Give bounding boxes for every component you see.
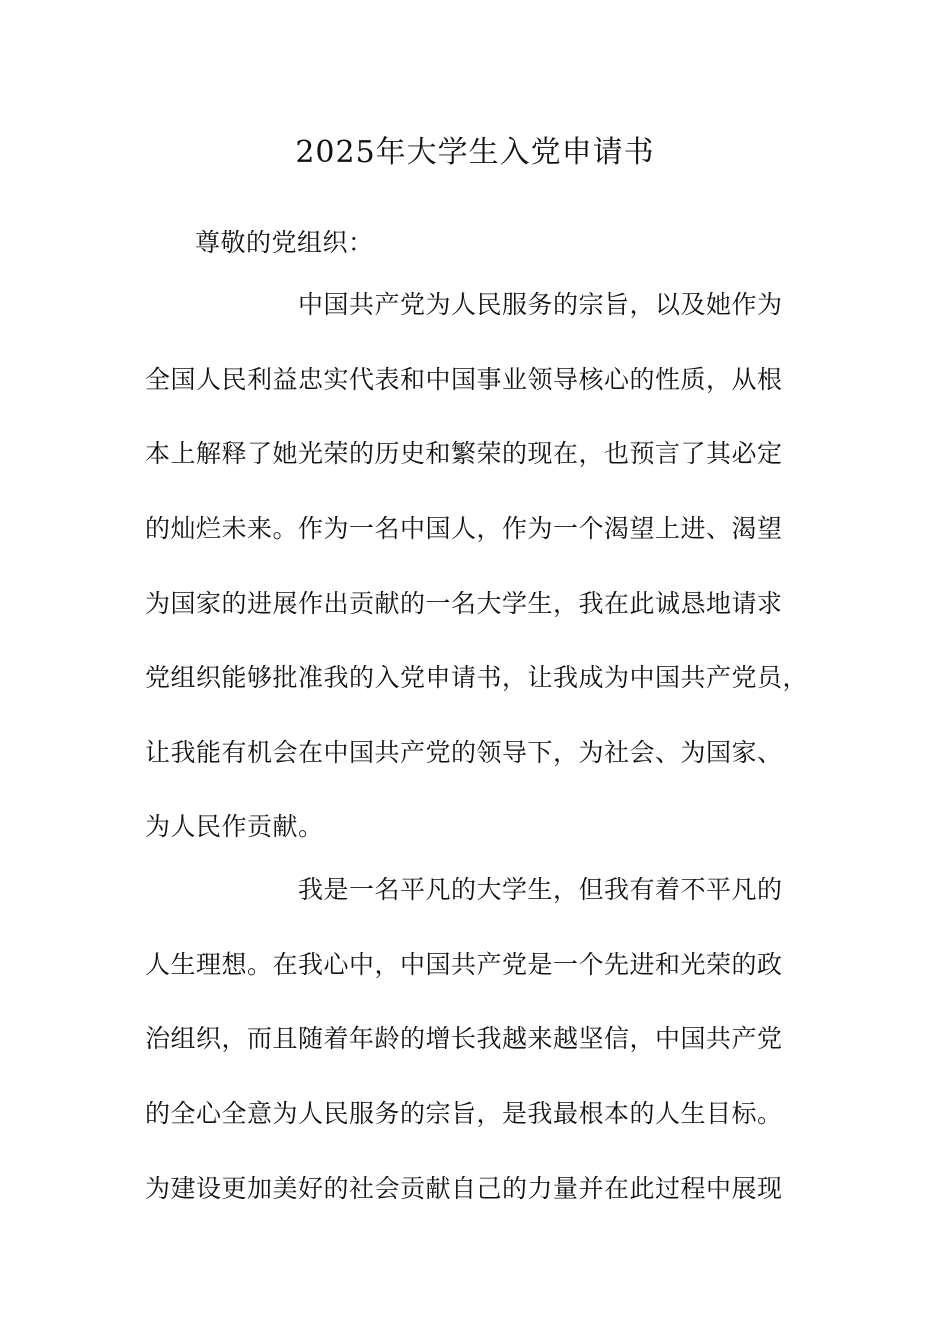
- paragraph-line: 人生理想。在我心中，中国共产党是一个先进和光荣的政: [145, 950, 783, 979]
- salutation: 尊敬的党组织：: [195, 228, 374, 257]
- paragraph-line: 治组织，而且随着年龄的增长我越来越坚信，中国共产党: [145, 1024, 783, 1053]
- paragraph-line: 为国家的进展作出贡献的一名大学生，我在此诚恳地请求: [145, 589, 783, 618]
- paragraph-line: 本上解释了她光荣的历史和繁荣的现在，也预言了其必定: [145, 439, 783, 468]
- paragraph-line: 的灿烂未来。作为一名中国人，作为一个渴望上进、渴望: [145, 514, 783, 543]
- paragraph-line: 为人民作贡献。: [145, 812, 324, 841]
- paragraph-line: 为建设更加美好的社会贡献自己的力量并在此过程中展现: [145, 1174, 783, 1203]
- paragraph-line: 党组织能够批准我的入党申请书，让我成为中国共产党员，: [145, 663, 809, 692]
- paragraph-line: 我是一名平凡的大学生，但我有着不平凡的: [298, 875, 783, 904]
- paragraph-line: 中国共产党为人民服务的宗旨，以及她作为: [298, 290, 783, 319]
- paragraph-line: 全国人民利益忠实代表和中国事业领导核心的性质，从根: [145, 365, 783, 394]
- paragraph-line: 让我能有机会在中国共产党的领导下，为社会、为国家、: [145, 738, 783, 767]
- document-title: 2025年大学生入党申请书: [295, 135, 655, 170]
- paragraph-line: 的全心全意为人民服务的宗旨，是我最根本的人生目标。: [145, 1099, 783, 1128]
